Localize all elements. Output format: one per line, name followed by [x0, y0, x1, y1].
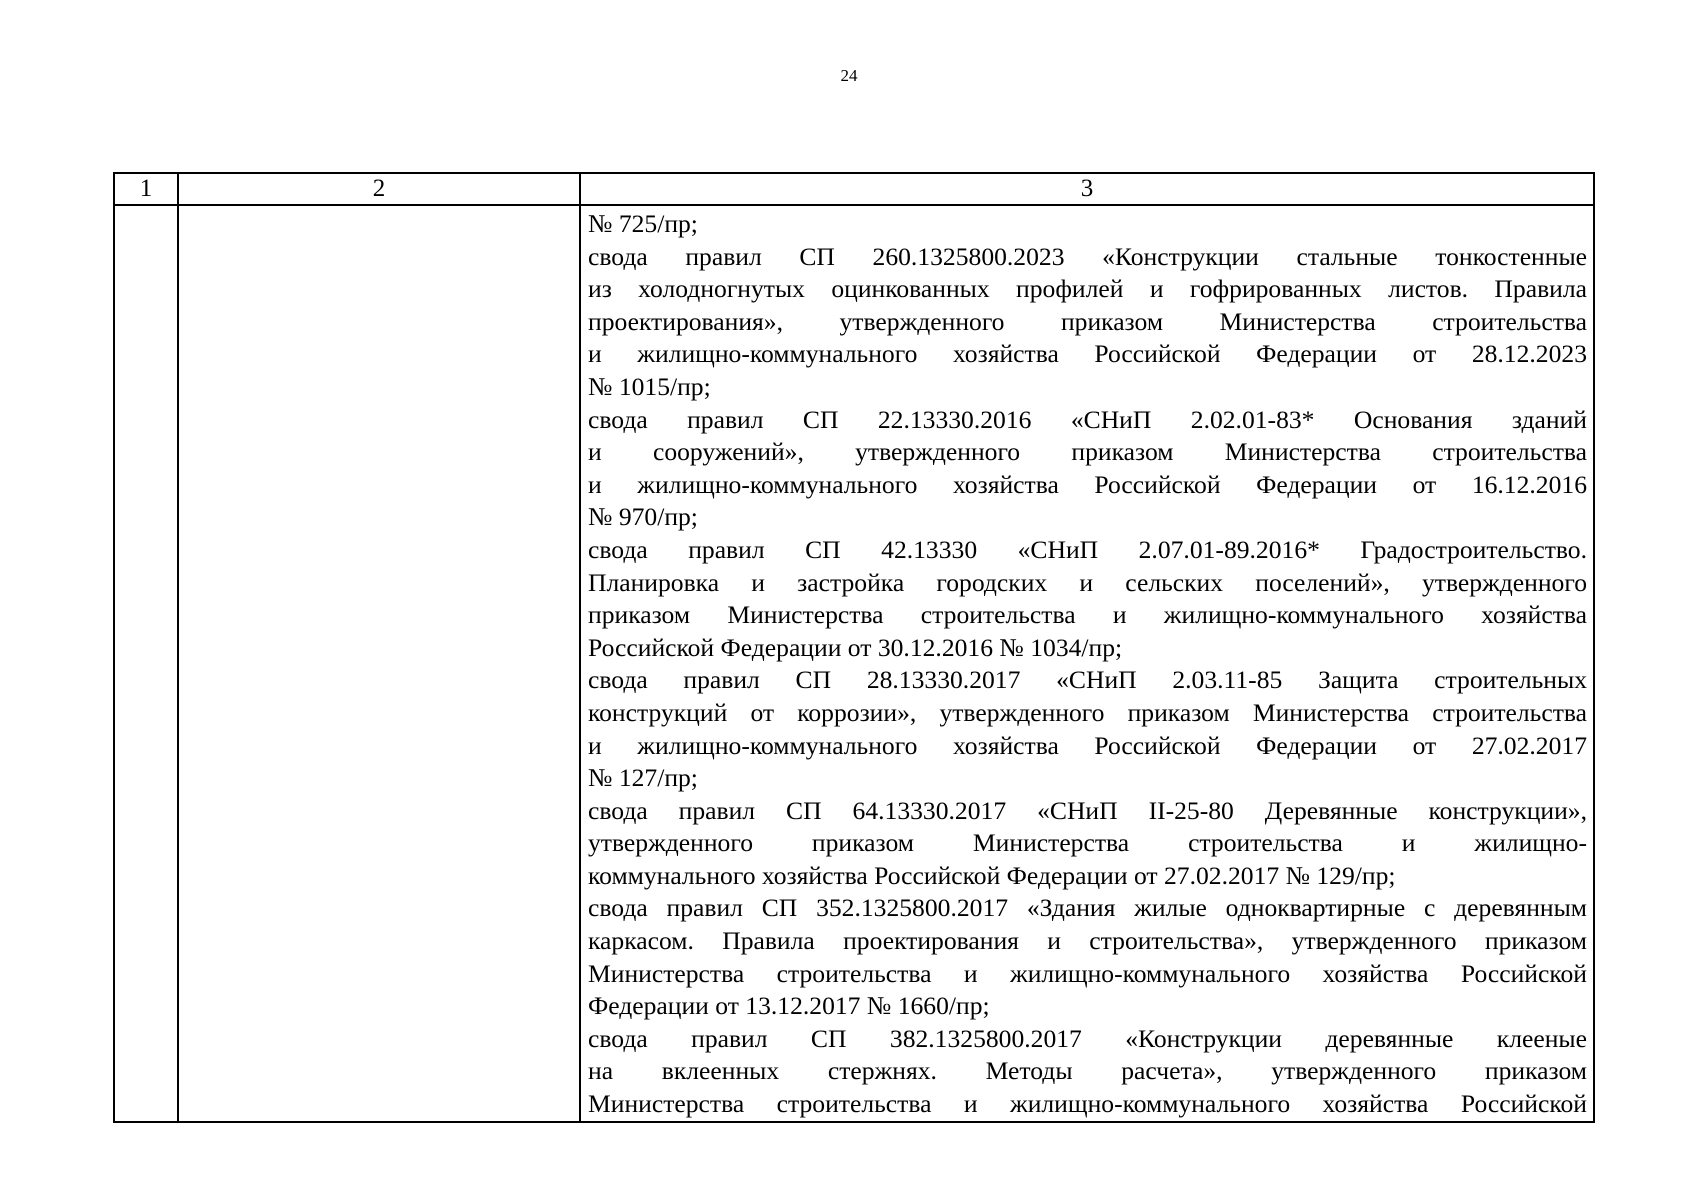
- cell-col-2: [178, 205, 580, 1122]
- text-line: и жилищно-коммунального хозяйства Российской Федерации от 16.12.2016: [588, 469, 1587, 499]
- text-line: на вклеенных стержнях. Методы расчета», утвержденного приказом: [588, 1056, 1587, 1086]
- text-line: и сооружений», утвержденного приказом Министерства строительства: [588, 437, 1587, 467]
- text-line: свода правил СП 42.13330 «СНиП 2.07.01-89.2016* Градостроительство.: [588, 534, 1587, 564]
- text-line: свода правил СП 382.1325800.2017 «Конструкции деревянные клееные: [588, 1023, 1587, 1053]
- text-line: Министерства строительства и жилищно-коммунального хозяйства Российской: [588, 958, 1587, 988]
- text-line: и жилищно-коммунального хозяйства Российской Федерации от 27.02.2017: [588, 730, 1587, 760]
- text-line: из холодногнутых оцинкованных профилей и гофрированных листов. Правила: [588, 274, 1587, 304]
- table-row: [114, 205, 1594, 1122]
- text-line: Планировка и застройка городских и сельских поселений», утвержденного: [588, 567, 1587, 597]
- text-line: приказом Министерства строительства и жилищно-коммунального хозяйства: [588, 600, 1587, 630]
- cell-col-1: [114, 205, 178, 1122]
- text-line: Федерации от 13.12.2017 № 1660/пр;: [588, 991, 990, 1021]
- regulations-list: [581, 206, 1593, 1121]
- text-line: и жилищно-коммунального хозяйства Российской Федерации от 28.12.2023: [588, 339, 1587, 369]
- text-line: свода правил СП 352.1325800.2017 «Здания жилые одноквартирные с деревянным: [588, 893, 1587, 923]
- text-line: № 725/пр;: [588, 209, 698, 238]
- text-line: свода правил СП 64.13330.2017 «СНиП II-25-80 Деревянные конструкции»,: [588, 795, 1587, 825]
- table-header-row: [114, 173, 1594, 205]
- text-line: № 127/пр;: [588, 763, 698, 793]
- text-line: коммунального хозяйства Российской Федерации от 27.02.2017 № 129/пр;: [588, 860, 1396, 890]
- header-col-3: 3: [580, 173, 1594, 205]
- text-line: конструкций от коррозии», утвержденного приказом Министерства строительства: [588, 697, 1587, 727]
- text-line: № 970/пр;: [588, 502, 698, 532]
- text-line: проектирования», утвержденного приказом Министерства строительства: [588, 306, 1587, 336]
- text-line: свода правил СП 28.13330.2017 «СНиП 2.03.11-85 Защита строительных: [588, 665, 1587, 695]
- header-col-1: 1: [114, 173, 178, 205]
- text-line: утвержденного приказом Министерства строительства и жилищно-: [588, 828, 1587, 858]
- text-line: свода правил СП 260.1325800.2023 «Конструкции стальные тонкостенные: [588, 241, 1587, 271]
- page-number: 24: [840, 66, 858, 85]
- header-col-2: 2: [178, 173, 580, 205]
- cell-col-3: [580, 205, 1594, 1122]
- document-table: [113, 172, 1595, 1123]
- text-line: Министерства строительства и жилищно-коммунального хозяйства Российской: [588, 1089, 1587, 1119]
- text-line: каркасом. Правила проектирования и строительства», утвержденного приказом: [588, 926, 1587, 956]
- text-line: Российской Федерации от 30.12.2016 № 1034/пр;: [588, 632, 1123, 662]
- text-line: свода правил СП 22.13330.2016 «СНиП 2.02.01-83* Основания зданий: [588, 404, 1587, 434]
- text-line: № 1015/пр;: [588, 371, 711, 401]
